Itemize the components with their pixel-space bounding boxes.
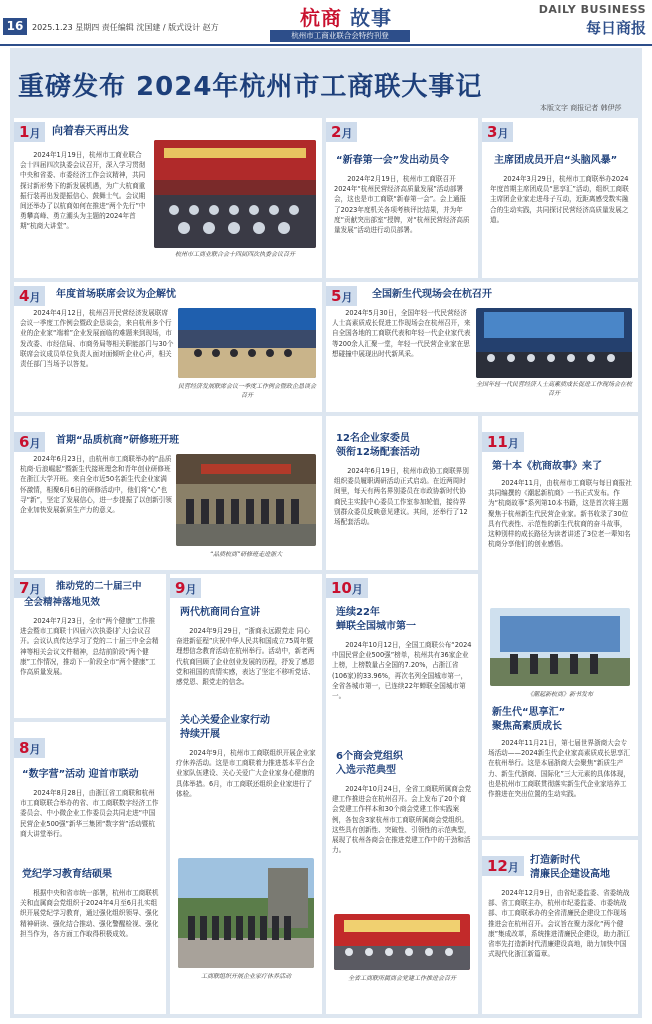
month-badge: 10月	[326, 578, 368, 598]
article-heading: 推动党的二十届三中	[56, 581, 142, 592]
june-card	[14, 416, 322, 570]
article-heading-2: 清廉民企建设高地	[530, 869, 610, 880]
article-text: 2024年3月29日，杭州市工商联举办2024年度首期主席团成员“思享汇”活动，组织工商联主席团企业家走进母子互动，近距离感受数实融合的生动实践，共同探讨民营经济高质量发展之道。	[490, 175, 629, 224]
october-card	[326, 574, 478, 1014]
month-badge: 11月	[482, 432, 524, 452]
article-heading-3: 持续开展	[180, 729, 220, 740]
article-heading: 向着春天再出发	[52, 124, 129, 137]
article-heading-2: 领衔12场配套活动	[336, 447, 420, 458]
article-heading-2: 全会精神落地见效	[24, 597, 101, 608]
book-launch-photo	[490, 608, 630, 686]
page-number: 16	[3, 18, 27, 35]
month-badge: 1月	[14, 122, 45, 142]
article-text: 2024年4月12日，杭州召开民营经济发展联席会议一季度工作例会暨政企恳谈会，来自杭州多个行业的企业家“端着”企业发展面临的难题来到现场，市发改委、市经信局、市商务局等相关职能部门与30个联席会议成员单位负责人面对面倾听企业心声，相关责任部门当场予以答复。	[20, 309, 174, 369]
brand-b: 故事	[349, 6, 392, 30]
article-text: 2024年9月29日，“浙商永远跟党走 同心奋进新征程”庆祝中华人民共和国成立75周年暨理想信念教育活动在杭州举行。活动中，新老两代杭商回顾了企业创业发展的历程，抒发了感恩党和祖国的真情实感，表达了坚定不移听党话、感党恩、跟党走的信念。	[176, 627, 315, 687]
article-heading: “新春第一会”发出动员令	[336, 155, 450, 166]
article-heading: 12名企业家委员	[336, 433, 410, 444]
article-heading: 全国新生代现场会在杭召开	[372, 289, 492, 300]
article-heading: “数字营”活动 迎首市联动	[22, 769, 139, 780]
february-card	[326, 118, 478, 278]
article-text-2: 根据中央和省市统一部署，杭州市工商联机关和直属商会党组织于2024年4月至6月扎实组织开展党纪学习教育，通过强化组织领导、强化精神研读、强化结合推动、强化警醒检视、强化担当作为，各方面工作取得积极成效。	[20, 889, 159, 938]
article-heading: 连续22年	[336, 607, 380, 618]
photo-caption: 全国年轻一代民营经济人士高素质成长促进工作现场会在杭召开	[476, 381, 633, 397]
may-card	[326, 282, 638, 412]
april-card	[14, 282, 322, 412]
conference-photo	[476, 308, 632, 378]
article-text: 2024年7月23日，全市“两个健康”工作推进会暨市工商联十四届六次执委(扩大)会议召开。会议认真传达学习了党的二十届三中全会精神等相关会议文件精神，总结前阶段“两个健康”工作情况，推动下一阶段全市“两个健康”工作高质量发展。	[20, 617, 159, 677]
december-card	[482, 840, 638, 1014]
issue-meta: 2025.1.23 星期四 责任编辑 沈国建 / 版式设计 赵方	[32, 23, 219, 32]
article-heading: 年度首场联席会议为企解忧	[56, 289, 176, 300]
brand-a: 杭商	[300, 6, 342, 30]
article-heading: 打造新时代	[530, 855, 580, 866]
november-card	[482, 416, 638, 836]
group-photo	[178, 858, 314, 968]
article-heading: 两代杭商同台宣讲	[180, 607, 260, 618]
article-text-2: 2024年10月24日，全省工商联所属商会党建工作推进会在杭州召开。会上发布了20个商会党建工作样本和30个商会党建工作实践案例，各包含3家杭州市工商联所属商会党组织。这些具有创新性、突破性、引领性的示范典型，展现了杭州各商会在推进党建工作中的干劲和活力。	[332, 785, 472, 855]
article-heading-3: 6个商会党组织	[336, 751, 403, 762]
article-heading-2: 关心关爱企业家行动	[180, 715, 270, 726]
photo-caption: 民营经济发展联席会议一季度工作例会暨政企恳谈会召开	[178, 383, 317, 399]
brand-logo	[300, 2, 392, 31]
article-heading: 主席团成员开启“头脑风暴”	[494, 155, 618, 166]
article-heading-2: 新生代“思享汇”	[492, 707, 566, 718]
article-text-2: 2024年9月，杭州市工商联组织开展企业家疗休养活动。这是市工商联着力推进基本平台企业家队伍建设、关心关爱广大企业家身心健康的具体举措。6月，市工商联还组织企业家进行了体检。	[176, 749, 316, 798]
month-badge: 5月	[326, 286, 357, 306]
month-badge: 12月	[482, 856, 524, 876]
article-text-2: 2024年11月21日，第七届世界浙商大会专场活动——2024新生代企业家高素质成长思享汇在杭州举行。这是本届浙商大会聚焦“新质生产力、新生代浙商、国际化”三大元素的具体体现，也是杭州市工商联贯彻落实新生代企业家培养工作推进在突出位置的生动实践。	[488, 739, 631, 799]
article-text: 2024年5月30日，全国年轻一代民营经济人士高素质成长促进工作现场会在杭州召开，来自全国各地的工商联代表和年轻一代企业家代表等200余人汇聚一堂，年轻一代民营企业家在思想碰撞中展现出时代新风采。	[332, 309, 471, 358]
masthead	[0, 0, 652, 46]
month-badge: 3月	[482, 122, 513, 142]
month-badge: 7月	[14, 578, 45, 598]
class-photo	[176, 454, 316, 546]
article-heading-2: 蝉联全国城市第一	[336, 621, 416, 632]
photo-caption: 全省工商联所属商会党建工作推进会召开	[347, 975, 456, 982]
article-text: 2024年6月19日，杭州市政协工商联界别组织委员履职调研活动正式启动。在近两周时间里，每天有两名界别委员在市政协新时代协商民主实践中心委员工作室参加轮值，接待界别群众委员反映意见建议。其间，还举行了12场配套活动。	[334, 467, 469, 527]
meeting-photo	[154, 140, 316, 248]
article-text: 2024年1月19日，杭州市工商业联合会十四届四次执委会议召开，深入学习贯彻中央和省委、市委经济工作会议精神，共同探讨新形势下的新发展机遇，为广大杭商重振行装再出发提振信心、鼓舞士气。会议期间还举办了以杭商如何在推进“两个先行”中勇攀高峰、勇立潮头为主题的2024年首期“杭商大讲堂”。	[20, 151, 146, 231]
month-badge: 6月	[14, 432, 45, 452]
article-heading: 第十本《杭商故事》来了	[492, 461, 602, 472]
newspaper-name-en: DAILY BUSINESS	[538, 3, 646, 16]
photo-caption: 《潮起新杭商》新书发布	[526, 691, 593, 698]
june-committee-card	[326, 416, 478, 570]
section-subtitle: 杭州市工商业联合会特约刊登	[270, 30, 410, 42]
article-heading-4: 入选示范典型	[336, 765, 396, 776]
article-text: 2024年2月19日，杭州市工商联召开2024年“杭州民营经济高质量发展”活动部署会，这也是市工商联“新春第一会”。会上通报了2023年度机关各项考核评比结果，并为年度“贡献突出部室”授牌，对“杭州民营经济高质量发展”活动进行动员部署。	[334, 175, 470, 235]
photo-caption: “品质杭商”研修班走进浙大	[209, 551, 283, 558]
article-heading-2: 党纪学习教育结硕果	[22, 869, 112, 880]
article-text: 2024年12月9日，由省纪委监委、省委统战部、省工商联主办，杭州市纪委监委、市委统战部、市工商联承办的全省清廉民企建设工作现场推进会在杭州召开。会议旨在聚力深化“两个健康”集成改革，系统推进清廉民企建设，助力浙江省率先打造新时代清廉建设高地，助力加快中国式现代化浙江新篇章。	[488, 889, 630, 959]
meeting-photo	[334, 914, 470, 970]
july-card	[14, 574, 166, 718]
march-card	[482, 118, 638, 278]
article-heading-3: 聚焦高素质成长	[492, 721, 562, 732]
photo-caption: 工商联组织开展企业家疗休养活动	[200, 973, 291, 980]
article-text: 2024年10月12日，全国工商联公布“2024中国民营企业500强”榜单，杭州共有36家企业上榜，上榜数量占全国的7.20%，占浙江省(106家)的33.96%，再次名列全国城市第一，全省各城市第一，已连续22年蝉联全国城市第一。	[332, 641, 472, 701]
month-badge: 9月	[170, 578, 201, 598]
month-badge: 2月	[326, 122, 357, 142]
month-badge: 8月	[14, 738, 45, 758]
header-rule	[0, 44, 652, 46]
september-card	[170, 574, 322, 1014]
page-title: 重磅发布 2024年杭州市工商联大事记	[18, 72, 483, 102]
january-card	[14, 118, 322, 278]
photo-caption: 杭州市工商业联合会十四届四次执委会议召开	[174, 251, 295, 258]
article-text: 2024年8月28日，由浙江省工商联和杭州市工商联联合举办的省、市工商联数字经济工作委员会、中小微企业工作委员会共同走进“中国民营企业500强”新华三集团“数字营”活动暨杭商大讲堂举行。	[20, 789, 159, 838]
month-badge: 4月	[14, 286, 45, 306]
article-heading: 首期“品质杭商”研修班开班	[56, 435, 180, 446]
article-text: 2024年6月23日，由杭州市工商联举办的“品质杭商·后浪崛起”暨新生代接班理念和青年创业研修班在浙江大学开班。来自全市近50名新生代企业家满怀激情，相聚6月6日的研修活动中，他们将“心”也寻“新”，坚定了发展信心，进一步提振了以创新引领企业加快发展新质生产力的意义。	[20, 455, 172, 515]
meeting-photo	[178, 308, 316, 378]
august-card	[14, 722, 166, 1014]
byline: 本版文字 商报记者 韩伊莎	[540, 104, 622, 112]
newspaper-name-cn: 每日商报	[585, 19, 646, 37]
article-text: 2024年11月，由杭州市工商联与每日商报社共同编撰的《潮起新杭商》一书正式发布。作为“杭商故事”系列第10本书籍，这是首次将主题聚焦于杭州新生代民营企业家。新书收录了30位具有代表性、示范性的新生代杭商的奋斗故事，这种别样的成长路径为读者讲述了3位老一辈知名杭商分享他们的创业感悟。	[488, 479, 632, 549]
